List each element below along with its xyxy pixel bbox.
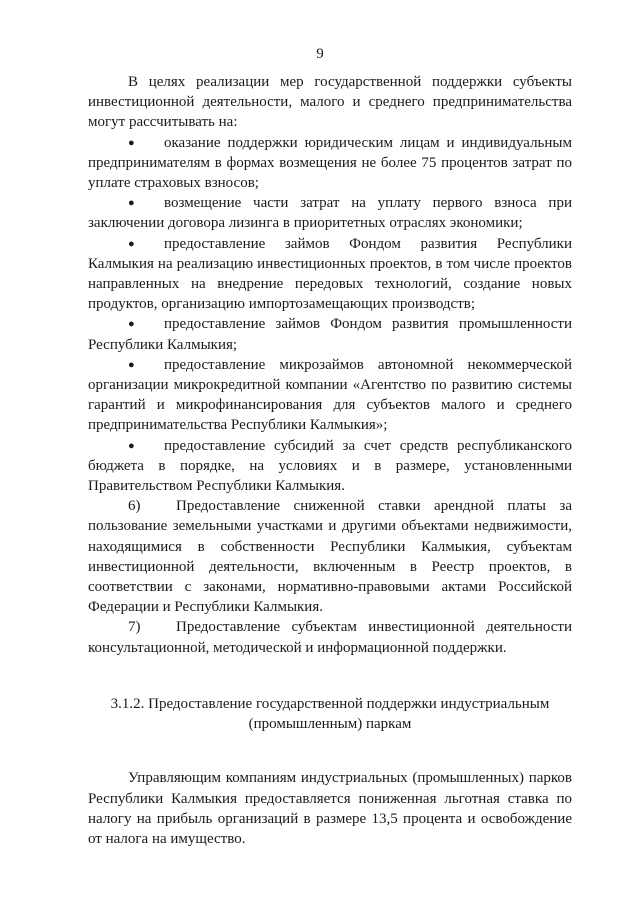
bullet-icon: ● bbox=[128, 358, 135, 371]
bullet-text: предоставление займов Фондом развития промышленности Республики Калмыкия; bbox=[88, 316, 572, 353]
bullet-icon: ● bbox=[128, 318, 135, 331]
bullet-text: оказание поддержки юридическим лицам и индивидуальным предпринимателям в формах возмещения не более 75 процентов затрат по уплате страховых взносов; bbox=[88, 134, 572, 192]
bullet-icon: ● bbox=[128, 197, 135, 210]
bullet-icon: ● bbox=[128, 237, 135, 250]
bullet-text: возмещение части затрат на уплату первого взноса при заключении договора лизинга в приоритетных отраслях экономики; bbox=[88, 195, 572, 232]
support-measures-list bbox=[88, 133, 572, 497]
bullet-text: предоставление субсидий за счет средств республиканского бюджета в порядке, на условиях и в размере, установленными Правительством Республики Калмыкия. bbox=[88, 437, 572, 495]
bullet-item bbox=[88, 355, 572, 436]
bullet-icon: ● bbox=[128, 439, 135, 452]
bullet-icon: ● bbox=[128, 136, 135, 149]
numbered-item-7 bbox=[88, 617, 572, 657]
intro-paragraph: В целях реализации мер государственной поддержки субъекты инвестиционной деятельности, малого и среднего предпринимательства могут рассчитывать на: bbox=[88, 74, 572, 131]
final-paragraph: Управляющим компаниям индустриальных (промышленных) парков Республики Калмыкия предоставляется пониженная льготная ставка по налогу на прибыль организаций в размере 13,5 процента и освобождение от налога на имущество. bbox=[88, 770, 572, 847]
bullet-text: предоставление микрозаймов автономной некоммерческой организации микрокредитной компании «Агентство по развитию системы гарантий и микрофинансирования для субъектов малого и среднего предпринимательства Республики Калмыкия»; bbox=[88, 356, 572, 434]
bullet-item bbox=[88, 234, 572, 315]
bullet-item bbox=[88, 193, 572, 233]
page-number: 9 bbox=[316, 46, 324, 62]
bullet-item bbox=[88, 133, 572, 194]
item-number: 7) bbox=[128, 619, 141, 636]
item-text: Предоставление сниженной ставки арендной платы за пользование земельными участками и другими объектами недвижимости, находящимися в собственности Республики Калмыкия, субъектам инвестиционной деятельности, включенным в Реестр проектов, в соответствии с законами, нормативно-правовыми актами Российской Федерации и Республики Калмыкия. bbox=[88, 498, 572, 616]
bullet-item bbox=[88, 314, 572, 354]
document-body bbox=[88, 72, 572, 849]
bullet-text: предоставление займов Фондом развития Республики Калмыкия на реализацию инвестиционных проектов, в том числе проектов направленных на внедрение передовых технологий, создание новых продуктов, организацию импортозамещающих производств; bbox=[88, 235, 572, 313]
bullet-item bbox=[88, 436, 572, 497]
section-heading: 3.1.2. Предоставление государственной поддержки индустриальным (промышленным) паркам bbox=[110, 695, 550, 733]
item-text: Предоставление субъектам инвестиционной деятельности консультационной, методической и информационной поддержки. bbox=[88, 619, 572, 656]
numbered-item-6 bbox=[88, 496, 572, 617]
item-number: 6) bbox=[128, 498, 141, 515]
